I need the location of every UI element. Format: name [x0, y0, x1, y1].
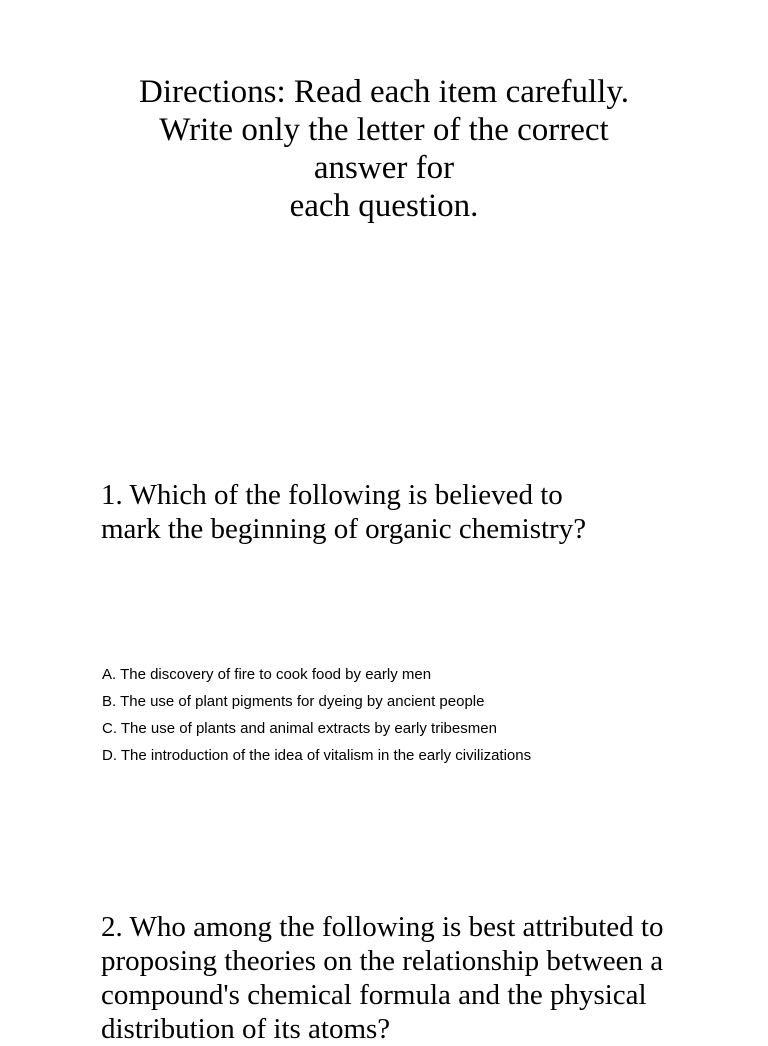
question-1-text	[101, 478, 741, 546]
directions-line: each question.	[289, 188, 479, 224]
directions-line: Write only the letter of the correct	[159, 112, 609, 148]
choice-d: D. The introduction of the idea of vitalism in the early civilizations	[102, 747, 532, 764]
directions-line: Directions: Read each item carefully.	[139, 74, 629, 110]
question-line: mark the beginning of organic chemistry?	[101, 513, 587, 545]
choice-b: B. The use of plant pigments for dyeing by ancient people	[102, 693, 485, 710]
question-2-text	[101, 910, 741, 1046]
directions-line: answer for	[313, 150, 455, 186]
question-line: 2. Who among the following is best attributed to	[101, 911, 664, 943]
question-1-choices	[102, 661, 531, 769]
choice-a: A. The discovery of fire to cook food by early men	[102, 666, 432, 683]
directions-block	[0, 73, 768, 225]
choice-c: C. The use of plants and animal extracts by early tribesmen	[102, 720, 497, 737]
question-line: compound's chemical formula and the physical	[101, 979, 647, 1011]
question-line: proposing theories on the relationship between a	[101, 945, 664, 977]
question-line: 1. Which of the following is believed to	[101, 479, 563, 511]
question-line: distribution of its atoms?	[101, 1013, 391, 1045]
